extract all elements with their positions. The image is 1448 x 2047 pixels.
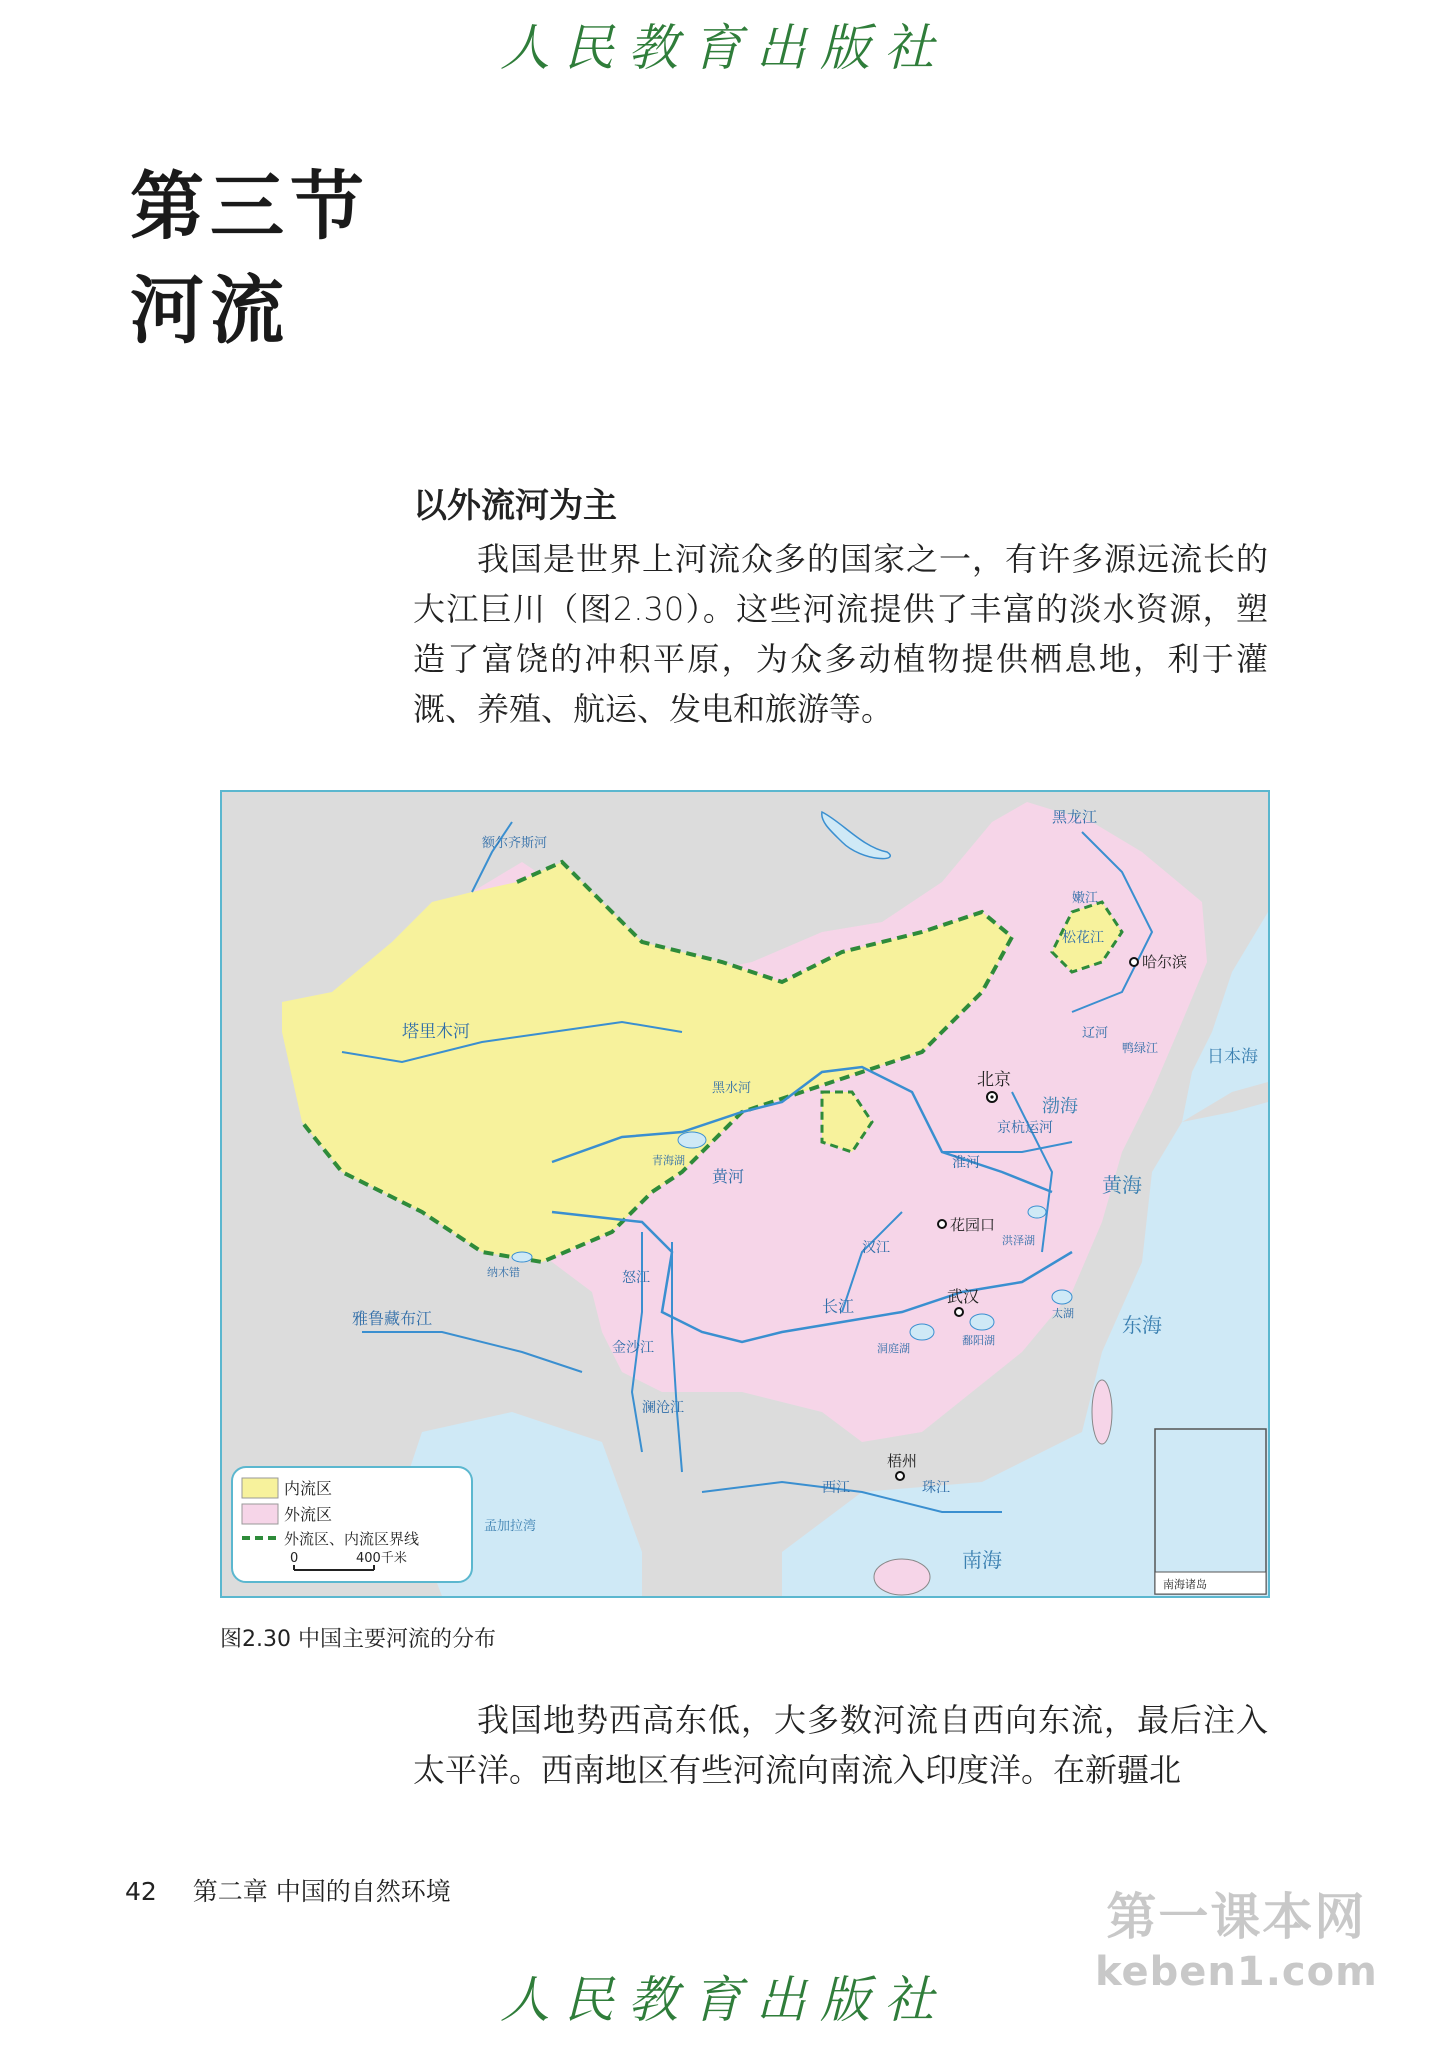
subheading: 以外流河为主: [413, 486, 617, 526]
label-yarlung: 雅鲁藏布江: [352, 1309, 433, 1328]
label-donghai: 东海: [1122, 1313, 1162, 1337]
city-label-wuzhou: 梧州: [887, 1452, 918, 1470]
section-title: 河流: [130, 268, 290, 354]
label-tarim: 塔里木河: [402, 1022, 470, 1042]
label-japan-sea: 日本海: [1207, 1047, 1258, 1067]
inset-nanhai-islands-box: [1155, 1429, 1266, 1594]
label-nanhai: 南海: [962, 1548, 1002, 1572]
label-xijiang: 西江: [822, 1480, 850, 1496]
label-bengal: 孟加拉湾: [484, 1519, 537, 1534]
legend-label-boundary: 外流区、内流区界线: [284, 1530, 420, 1548]
label-huaihe: 淮河: [952, 1155, 980, 1171]
label-hongzehu: 洪泽湖: [1002, 1234, 1035, 1247]
lake-taihu: [1052, 1290, 1072, 1304]
label-zhujiang: 珠江: [922, 1480, 950, 1496]
city-label-harbin: 哈尔滨: [1142, 953, 1188, 971]
lake-poyang: [970, 1314, 994, 1330]
label-changjiang: 长江: [822, 1297, 855, 1316]
label-nu: 怒江: [622, 1270, 650, 1286]
lake-qinghai: [678, 1132, 706, 1148]
page-number: 42: [125, 1877, 157, 1906]
city-marker-wuhan: [955, 1308, 963, 1316]
lake-hongze: [1028, 1206, 1046, 1218]
city-marker-huayuankou: [938, 1220, 946, 1228]
scale-label-zero: 0: [290, 1551, 299, 1566]
label-huanghai: 黄海: [1102, 1173, 1142, 1197]
watermark-line2: keben1.com: [1095, 1949, 1378, 1995]
legend-label-exterior: 外流区: [284, 1505, 333, 1524]
label-jinsha: 金沙江: [612, 1340, 654, 1356]
label-nanhai-islands: 南海诸岛: [1163, 1578, 1207, 1591]
river-map-figure: [220, 790, 1270, 1598]
label-poyang: 鄱阳湖: [962, 1334, 995, 1347]
city-label-huayuankou: 花园口: [950, 1216, 996, 1234]
island-hainan: [874, 1559, 930, 1595]
paragraph-terrain: 我国地势西高东低，大多数河流自西向东流，最后注入太平洋。西南地区有些河流向南流入印度洋。在新疆北: [413, 1701, 1268, 1789]
chapter-title: 第二章 中国的自然环境: [192, 1877, 451, 1906]
label-heishui: 黑水河: [712, 1081, 752, 1096]
city-marker-harbin: [1130, 958, 1138, 966]
publisher-footer: 人民教育出版社: [500, 1971, 948, 2029]
watermark-line1: 第一课本网: [1106, 1888, 1367, 1946]
section-number: 第三节: [130, 164, 370, 250]
legend-swatch-interior: [242, 1478, 278, 1498]
label-liao: 辽河: [1082, 1026, 1109, 1041]
lake-dongting: [910, 1324, 934, 1340]
figure-caption: 图2.30 中国主要河流的分布: [220, 1627, 496, 1652]
city-marker-wuzhou: [896, 1472, 904, 1480]
label-taihu: 太湖: [1052, 1307, 1074, 1320]
legend-label-interior: 内流区: [284, 1479, 333, 1498]
scale-label-end: 400千米: [356, 1551, 407, 1566]
city-label-wuhan: 武汉: [947, 1287, 980, 1306]
label-yalu: 鸭绿江: [1122, 1041, 1159, 1055]
label-jinghang: 京杭运河: [997, 1120, 1053, 1136]
city-label-beijing: 北京: [977, 1070, 1011, 1090]
label-namco: 纳木错: [487, 1266, 520, 1279]
china-river-map: [222, 792, 1268, 1596]
label-songhua: 松花江: [1062, 930, 1104, 946]
label-heilongjiang: 黑龙江: [1052, 808, 1098, 826]
publisher-header: 人民教育出版社: [500, 19, 948, 77]
lake-namco: [512, 1252, 532, 1262]
label-hanjiang: 汉江: [862, 1240, 890, 1256]
label-qinghai: 青海湖: [652, 1154, 685, 1167]
island-taiwan: [1092, 1380, 1112, 1444]
label-bohai: 渤海: [1042, 1096, 1078, 1117]
legend-swatch-exterior: [242, 1504, 278, 1524]
label-dongting: 洞庭湖: [877, 1342, 910, 1355]
label-lancang: 澜沧江: [642, 1400, 684, 1416]
label-nen: 嫩江: [1072, 891, 1099, 906]
label-irtysh: 额尔齐斯河: [482, 836, 548, 851]
label-huanghe: 黄河: [712, 1167, 745, 1186]
paragraph-intro: 我国是世界上河流众多的国家之一，有许多源远流长的大江巨川（图2.30）。这些河流提供了丰富的淡水资源，塑造了富饶的冲积平原，为众多动植物提供栖息地，利于灌溉、养殖、航运、发电和旅游等。: [413, 540, 1268, 728]
city-marker-beijing: [987, 1092, 997, 1102]
page-footer: [125, 1872, 451, 1908]
